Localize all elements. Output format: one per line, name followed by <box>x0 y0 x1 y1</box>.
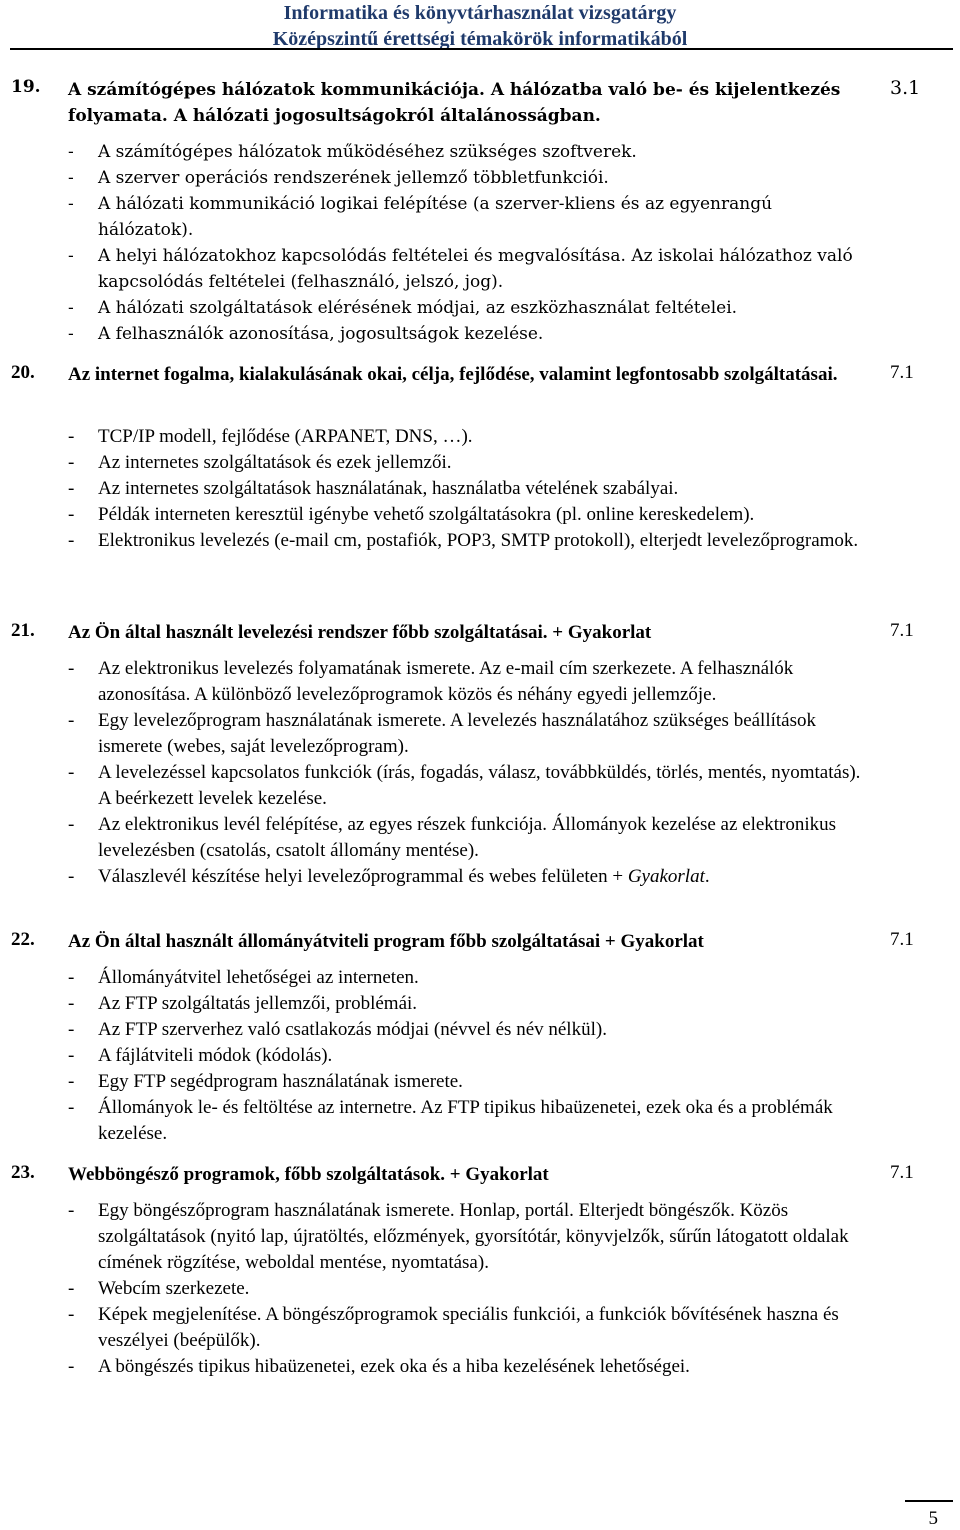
topic-number: 20. <box>11 362 35 383</box>
header-divider <box>10 48 953 50</box>
list-item: - Egy FTP segédprogram használatának ismerete. <box>68 1069 868 1095</box>
list-item: - A számítógépes hálózatok működéséhez szükséges szoftverek. <box>68 139 868 165</box>
topic-code: 7.1 <box>890 929 914 950</box>
list-item: - Elektronikus levelezés (e-mail cm, postafiók, POP3, SMTP protokoll), elterjedt levelezőprogramok. <box>68 528 868 554</box>
list-item-emphasis: Gyakorlat <box>627 866 705 887</box>
list-item: - A helyi hálózatokhoz kapcsolódás feltételei és megvalósítása. Az iskolai hálózathoz való kapcsolódás feltételei (felhasználó, jelszó, jog). <box>68 243 868 295</box>
list-item <box>68 864 868 890</box>
list-item: - Állományok le- és feltöltése az internetre. Az FTP tipikus hibaüzenetei, ezek oka és a problémák kezelése. <box>68 1095 868 1147</box>
header-line-2: Középszintű érettségi témakörök informatikából <box>272 28 688 50</box>
topic-number: 19. <box>11 77 41 97</box>
topic-title: Az Ön által használt állományátviteli program főbb szolgáltatásai + Gyakorlat <box>68 931 704 952</box>
page-number-divider <box>905 1500 953 1502</box>
topic-title: Webböngésző programok, főbb szolgáltatások. + Gyakorlat <box>68 1164 549 1185</box>
list-item: - A fájlátviteli módok (kódolás). <box>68 1043 868 1069</box>
list-item: - A böngészés tipikus hibaüzenetei, ezek oka és a hiba kezelésének lehetőségei. <box>68 1354 868 1380</box>
list-item: - A hálózati kommunikáció logikai felépítése (a szerver-kliens és az egyenrangú hálózatok). <box>68 191 868 243</box>
list-item: - A szerver operációs rendszerének jellemző többletfunkciói. <box>68 165 868 191</box>
list-item: - A felhasználók azonosítása, jogosultságok kezelése. <box>68 321 868 347</box>
topic-code: 7.1 <box>890 620 914 641</box>
page-header <box>0 0 960 52</box>
topic-code: 7.1 <box>890 1162 914 1183</box>
topic-number: 22. <box>11 929 35 950</box>
topic-code: 7.1 <box>890 362 914 383</box>
topic-item-list <box>68 424 868 554</box>
topic-title: A számítógépes hálózatok kommunikációja. A hálózatba való be- és kijelentkezés folyamata. A hálózati jogosultságokról általánosságban. <box>68 80 841 126</box>
topic-item-list <box>68 139 868 347</box>
list-item: - A hálózati szolgáltatások elérésének módjai, az eszközhasználat feltételei. <box>68 295 868 321</box>
list-item: - TCP/IP modell, fejlődése (ARPANET, DNS, …). <box>68 424 868 450</box>
page-number: 5 <box>928 1508 938 1529</box>
list-item: - Az elektronikus levelezés folyamatának ismerete. Az e-mail cím szerkezete. A felhasználók azonosítása. A különböző levelezőprogramok közös és néhány egyedi jellemzője. <box>68 656 868 708</box>
topic-title: Az internet fogalma, kialakulásának okai, célja, fejlődése, valamint legfontosabb szolgáltatásai. <box>68 364 838 385</box>
header-line-1: Informatika és könyvtárhasználat vizsgatárgy <box>283 2 677 24</box>
topic-title: Az Ön által használt levelezési rendszer főbb szolgáltatásai. + Gyakorlat <box>68 622 652 643</box>
list-item: - Az internetes szolgáltatások használatának, használatba vételének szabályai. <box>68 476 868 502</box>
topic-number: 21. <box>11 620 35 641</box>
list-item: - Az internetes szolgáltatások és ezek jellemzői. <box>68 450 868 476</box>
list-item: - Az elektronikus levél felépítése, az egyes részek funkciója. Állományok kezelése az elektronikus levelezésben (csatolás, csatolt állomány mentése). <box>68 812 868 864</box>
list-item-text: Válaszlevél készítése helyi levelezőprogrammal és webes felületen + <box>98 866 628 887</box>
list-item: - Egy böngészőprogram használatának ismerete. Honlap, portál. Elterjedt böngészők. Közös szolgáltatások (nyitó lap, újratöltés, előzmények, gyorsítótár, könyvjelzők, sűrűn látogatott oldalak címének rögzítése, weboldal mentése, nyomtatása). <box>68 1198 868 1276</box>
topic-number: 23. <box>11 1162 35 1183</box>
topic-item-list <box>68 965 868 1147</box>
list-item: - Példák interneten keresztül igénybe vehető szolgáltatásokra (pl. online kereskedelem). <box>68 502 868 528</box>
topic-item-list <box>68 1198 868 1380</box>
list-item: - Az FTP szolgáltatás jellemzői, problémái. <box>68 991 868 1017</box>
list-item: - Az FTP szerverhez való csatlakozás módjai (névvel és név nélkül). <box>68 1017 868 1043</box>
topic-code: 3.1 <box>890 77 921 99</box>
list-item: - Állományátvitel lehetőségei az interneten. <box>68 965 868 991</box>
list-item: - A levelezéssel kapcsolatos funkciók (írás, fogadás, válasz, továbbküldés, törlés, mentés, nyomtatás). A beérkezett levelek kezelése. <box>68 760 868 812</box>
list-item: - Egy levelezőprogram használatának ismerete. A levelezés használatához szükséges beállítások ismerete (webes, saját levelezőprogram). <box>68 708 868 760</box>
list-item: - Webcím szerkezete. <box>68 1276 868 1302</box>
list-item-end: . <box>704 866 710 887</box>
topic-item-list <box>68 656 868 890</box>
list-item: - Képek megjelenítése. A böngészőprogramok speciális funkciói, a funkciók bővítésének haszna és veszélyei (beépülők). <box>68 1302 868 1354</box>
